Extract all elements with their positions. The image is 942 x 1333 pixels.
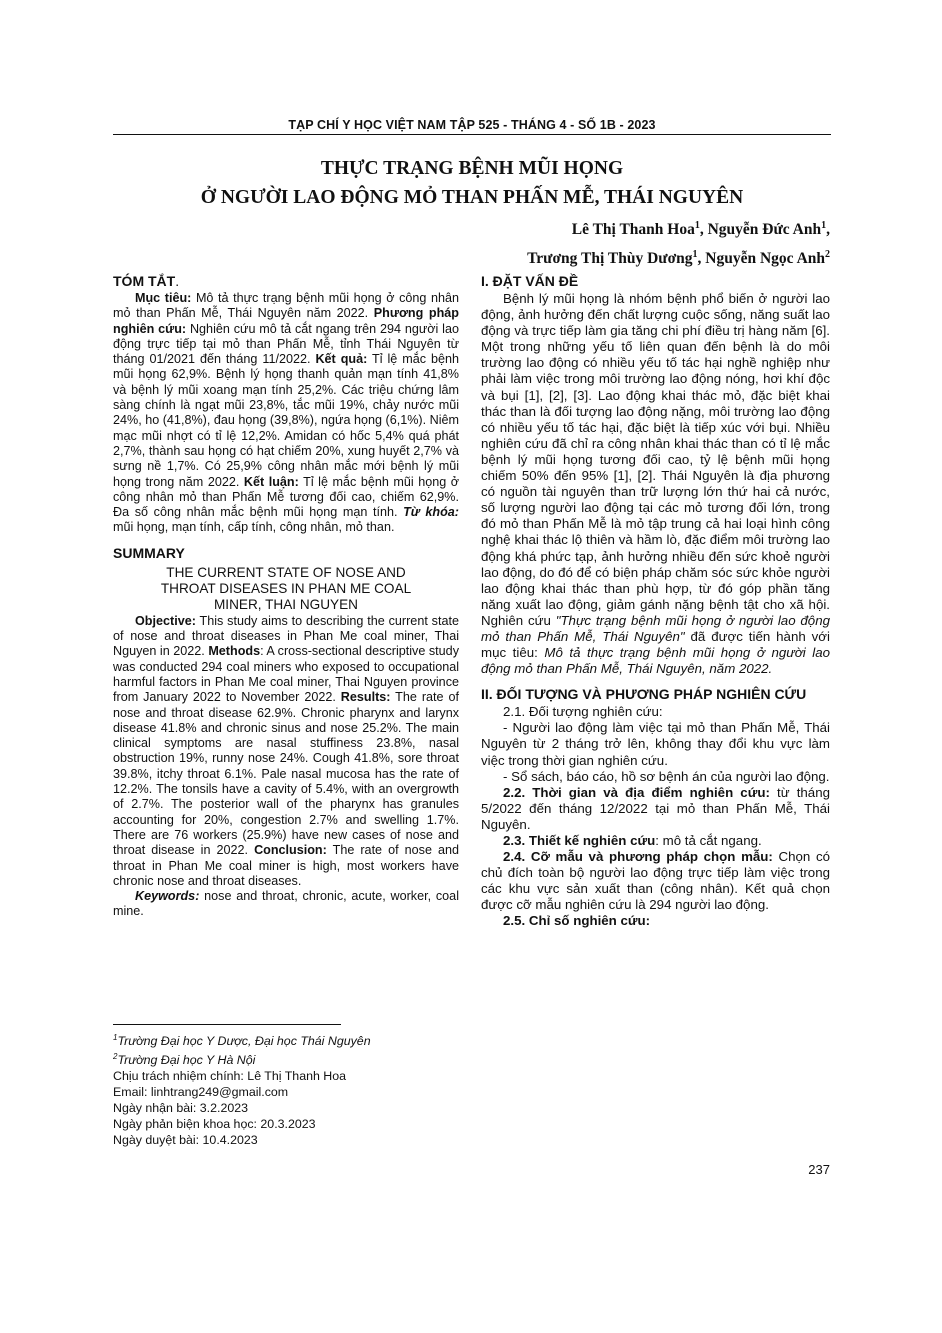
body-text: Chọn có chủ đích toàn bộ người lao động trực tiếp làm việc trong các khu vực sản xuất than (công nhân). Kết quả chọn được cỡ mẫu nghiên cứu là 294 người lao động.	[481, 849, 830, 913]
keywords-text: nose and throat, chronic, acute, worker, coal mine.	[113, 889, 459, 919]
abstract-vi-paragraph	[113, 291, 459, 536]
footnotes	[113, 1030, 463, 1148]
title-line-2: Ở NGƯỜI LAO ĐỘNG MỎ THAN PHẤN MỄ, THÁI NGUYÊN	[200, 187, 744, 208]
subsection-2-4	[481, 849, 830, 913]
affiliation-mark: 2	[113, 1052, 118, 1062]
corresponding-author: Chịu trách nhiệm chính: Lê Thị Thanh Hoa	[113, 1069, 347, 1084]
result-label: Kết quả:	[315, 352, 368, 367]
author-name: Trương Thị Thùy Dương	[527, 250, 693, 268]
body-text: từ tháng 5/2022 đến tháng 12/2022 tại mỏ than Phấn Mễ, Thái Nguyên.	[481, 784, 830, 832]
method-text: Nghiên cứu mô tả cắt ngang trên 294 người lao động trực tiếp tại mỏ than Phấn Mễ, tỉnh Thái Nguyên từ tháng 01/2021 đến tháng 11/2022.	[113, 321, 459, 367]
affiliation-text: Trường Đại học Y Dược, Đại học Thái Nguyên	[117, 1034, 371, 1049]
abstract-heading	[113, 272, 459, 290]
conclusion-text: The rate of nose and throat in Phan Me coal miner is high, most workers have chronic nose and throat diseases.	[113, 843, 459, 888]
summary-paragraph	[113, 614, 459, 889]
conclusion-label: Conclusion:	[254, 843, 327, 858]
date-accepted: Ngày duyệt bài: 10.4.2023	[113, 1133, 258, 1148]
result-label: Results:	[340, 690, 391, 705]
subsection-2-1-heading	[481, 704, 830, 720]
study-objective: Mô tả thực trạng bệnh mũi họng ở người lao động mỏ than Phấn Mễ, Thái Nguyên, năm 2022.	[481, 645, 830, 677]
subsection-heading-text: 2.3. Thiết kế nghiên cứu	[503, 833, 656, 848]
author-separator: ,	[697, 250, 706, 268]
author-separator: ,	[699, 221, 708, 239]
author-name: Lê Thị Thanh Hoa	[571, 221, 695, 239]
left-column	[113, 272, 459, 920]
title-line-1: THỰC TRẠNG BỆNH MŨI HỌNG	[320, 158, 624, 179]
subsection-heading-text: 2.4. Cỡ mẫu và phương pháp chọn mẫu:	[503, 849, 773, 865]
subsection-2-3	[481, 833, 830, 849]
header-rule	[113, 134, 831, 135]
section-1-heading: I. ĐẶT VẤN ĐỀ	[481, 273, 579, 289]
objective-label: Objective:	[135, 613, 196, 628]
summary-title-line: THE CURRENT STATE OF NOSE AND	[166, 564, 406, 580]
date-received: Ngày nhận bài: 3.2.2023	[113, 1101, 249, 1116]
subsection-heading-text: 2.2. Thời gian và địa điểm nghiên cứu:	[503, 784, 770, 800]
body-text: : mô tả cắt ngang.	[655, 833, 762, 848]
date-reviewed: Ngày phản biện khoa học: 20.3.2023	[113, 1117, 316, 1132]
keywords-label: Keywords:	[135, 889, 200, 904]
objective-text: This study aims to describing the current state of nose and throat diseases in Phan Me coal miner, Thai Nguyen in 2022.	[113, 613, 459, 659]
method-label: Phương pháp nghiên cứu:	[113, 306, 459, 336]
section-2-heading: II. ĐỐI TƯỢNG VÀ PHƯƠNG PHÁP NGHIÊN CỨU	[481, 686, 807, 703]
affiliation-mark: 1	[113, 1033, 118, 1042]
affiliation-text: Trường Đại học Y Hà Nội	[117, 1053, 256, 1068]
author-line-2	[380, 242, 830, 271]
study-title-quote: "Thực trạng bệnh mũi họng ở người lao động mỏ than Phấn Mễ, Thái Nguyên"	[481, 612, 830, 644]
affiliation-mark: 2	[825, 249, 830, 261]
author-line-1	[380, 213, 830, 242]
subsection-heading-text: 2.5. Chỉ số nghiên cứu:	[503, 913, 651, 929]
result-text: Tỉ lệ mắc bệnh mũi họng 62,9%. Bệnh lý họng thanh quản mạn tính 41,8% và bệnh lý mũi xoang mạn tính 25,2%. Các triệu chứng lâm sàng chính là ngạt mũi 23,8%, tắc mũi 19%, chảy nước mũi 24%, ho (41,8%), đau họng (39,8%), ngứa họng (6,1%). Niêm mạc mũi nhợt có tỉ lệ 12,2%. Amidan có hốc 5,4% quá phát 2,7%, thành sau họng có hạt chiếm 20%, xung huyết 2,7% và sưng nề 1,7%. Có 25,9% công nhân mắc mới bệnh lý mũi họng trong năm 2022.	[113, 352, 460, 489]
running-head: TẠP CHÍ Y HỌC VIỆT NAM TẬP 525 - THÁNG 4 - SỐ 1B - 2023	[288, 118, 656, 132]
objective-label: Mục tiêu:	[135, 291, 192, 305]
body-text: đã được tiến hành với mục tiêu:	[481, 628, 830, 661]
section-1-paragraph	[481, 291, 830, 677]
subsection-heading-text: 2.1. Đối tượng nghiên cứu:	[503, 704, 663, 720]
footnote-rule	[113, 1024, 341, 1025]
subsection-2-5	[481, 913, 830, 929]
email: Email: linhtrang249@gmail.com	[113, 1085, 289, 1100]
abstract-heading-dot: .	[175, 273, 180, 289]
summary-heading: SUMMARY	[113, 544, 185, 561]
affiliation-mark: 1	[692, 249, 698, 261]
result-text: The rate of nose and throat disease 62.9%. Chronic pharynx and larynx disease 41.8% and chronic sinus and nose 25.2%. The main clinical symptoms are nasal stuffiness 23.8%, nasal obstruction 19%, runny nose 24%. Cough 41.8%, sore throat 39.8%, itchy throat 6.1%. Pale nasal mucosa has the rate of 12.2%. The tonsils have a cavity of 5.4%, with an overgrowth of 2.7%. The posterior wall of the pharynx has granules accounting for 20%, congestion 2.7% and swelling 1.7%. There are 76 workers (25.9%) have new cases of nose and throat disease in 2022.	[113, 690, 459, 858]
keywords-text: mũi họng, mạn tính, cấp tính, công nhân, mỏ than.	[113, 520, 395, 535]
subsection-2-1-item: - Sổ sách, báo cáo, hồ sơ bệnh án của người lao động.	[503, 768, 830, 784]
author-name: Nguyễn Ngọc Anh	[705, 250, 825, 268]
affiliation-2	[113, 1049, 463, 1068]
affiliation-mark: 1	[821, 220, 827, 231]
right-column	[481, 272, 830, 930]
objective-text: Mô tả thực trạng bệnh mũi họng ở công nhân mỏ than Phấn Mễ, Thái Nguyên năm 2022.	[113, 291, 459, 321]
subsection-2-2	[481, 785, 830, 833]
summary-title-line: THROAT DISEASES IN PHAN ME COAL	[160, 580, 412, 596]
method-label: Methods	[208, 644, 261, 659]
summary-keywords	[113, 889, 459, 920]
subsection-2-1-item: - Người lao động làm việc tại mỏ than Phấn Mễ, Thái Nguyên từ 2 tháng trở lên, không thay đổi khu vực làm việc trong thời gian nghiên cứu.	[481, 720, 830, 768]
summary-title-line: MINER, THAI NGUYEN	[213, 596, 358, 612]
keywords-label: Từ khóa:	[403, 505, 459, 520]
affiliation-1	[113, 1030, 463, 1049]
article-title	[113, 154, 831, 212]
page-number: 237	[808, 1162, 830, 1177]
conclusion-label: Kết luận:	[243, 474, 299, 489]
author-list	[380, 213, 830, 271]
summary-title	[113, 565, 459, 613]
body-text: Bệnh lý mũi họng là nhóm bệnh phổ biến ở người lao động, ảnh hưởng đến chất lượng cuộc sống, năng suất lao động và trực tiếp làm gia tăng chi phí điều trị hàng năm [6]. Một trong những yếu tố liên quan đến bệnh là do môi trường lao động có nhiều yếu tố tác hại nghề nghiệp như phải làm việc trong môi trường lao động nóng, hơi khí độc và bụi [1], [2], [3]. Lao động khai thác mỏ, đặc biệt khai thác than là đối tượng lao động nặng, môi trường lao động có nhiều yếu tố tác hại, đặc biệt là tiếp xúc với bụi. Nhiều nghiên cứu đã chỉ ra công nhân khai thác than có tỉ lệ mắc bệnh lý mũi họng tương đối cao, tỷ lệ bệnh mũi họng chiếm 50% đến 95% [1], [2]. Thái Nguyên là địa phương có nguồn tài nguyên than trữ lượng lớn thứ hai cả nước, số lượng người lao động tại các mỏ tương đối lớn, trong đó mỏ than Phấn Mễ là mỏ tập trung cả hai loại hình công nghệ khai thác lộ thiên và hầm lò, đặc điểm môi trường lao động khá phức tạp, ảnh hưởng nhiều đến sức khoẻ người lao động, do đó để có biện pháp chăm sóc sức khỏe người lao động khai thác than phù hợp, từ đó góp phần tăng năng xuất lao động, giảm gánh nặng bệnh tật cho xã hội. Nghiên cứu	[481, 291, 830, 628]
abstract-heading-text: TÓM TẮT	[113, 273, 176, 289]
method-text: : A cross-sectional descriptive study was conducted 294 coal miners who exposed to occupational harmful factors in Phan Me coal miner, Thai Nguyen province from January 2022 to November 2022.	[113, 644, 459, 705]
affiliation-mark: 1	[694, 220, 700, 231]
conclusion-text: Tỉ lệ mắc bệnh mũi họng ở công nhân mỏ than Phấn Mễ tương đối cao, chiếm 62,9%. Đa số công nhân mắc bệnh mũi họng mạn tính.	[113, 474, 460, 520]
author-name: Nguyễn Đức Anh	[707, 221, 822, 239]
author-separator: ,	[826, 221, 830, 239]
